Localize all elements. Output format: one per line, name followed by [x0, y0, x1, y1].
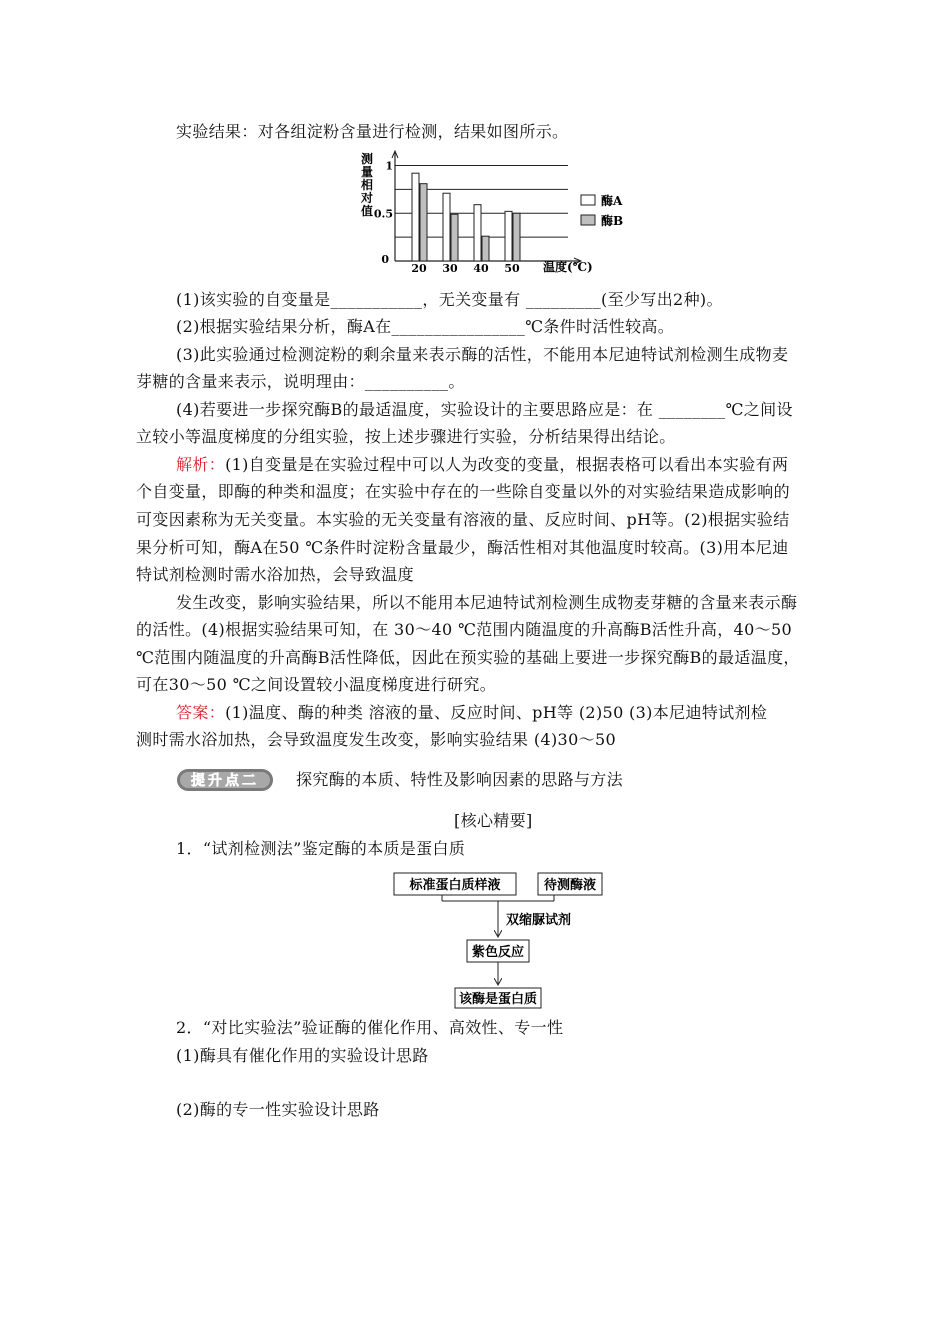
analysis-line-7: 的活性。(4)根据实验结果可知，在 30～40 ℃范围内随温度的升高酶B活性升高，40～50 — [136, 620, 793, 639]
y-axis-label-char: 对 — [360, 191, 374, 205]
x-tick-label: 30 — [442, 262, 458, 275]
item-1: 1．“试剂检测法”鉴定酶的本质是蛋白质 — [176, 839, 466, 858]
question-4-line-1: (4)若要进一步探究酶B的最适温度，实验设计的主要思路应是：在 ________℃之间设 — [176, 400, 793, 419]
question-4-line-2: 立较小等温度梯度的分组实验，按上述步骤进行实验，分析结果得出结论。 — [136, 427, 676, 446]
y-axis-label-char: 量 — [360, 165, 374, 179]
section-badge — [176, 768, 274, 792]
analysis-line-6: 发生改变，影响实验结果，所以不能用本尼迪特试剂检测生成物麦芽糖的含量来表示酶 — [176, 593, 798, 612]
analysis-line-4: 果分析可知，酶A在50 ℃条件时淀粉含量最少，酶活性相对其他温度时较高。(3)用本尼迪 — [136, 538, 789, 557]
y-tick-label: 0 — [381, 253, 389, 266]
legend-label: 酶A — [601, 194, 623, 208]
legend-label: 酶B — [601, 214, 624, 228]
answer-line-2: 测时需水浴加热，会导致温度发生改变，影响实验结果 (4)30～50 — [136, 730, 617, 749]
protein-test-flowchart — [388, 869, 628, 1009]
answer-line-1: 答案：(1)温度、酶的种类 溶液的量、反应时间、pH等 (2)50 (3)本尼迪特试剂检 — [176, 703, 768, 722]
bar-enzyme-a — [443, 193, 450, 261]
bar-enzyme-a — [505, 211, 512, 261]
x-tick-label: 40 — [473, 262, 489, 275]
bar-enzyme-b — [482, 236, 489, 261]
box-result-label: 该酶是蛋白质 — [458, 992, 538, 1007]
answer-label: 答案： — [176, 703, 226, 722]
analysis-line-2: 个自变量，即酶的种类和温度；在实验中存在的一些除自变量以外的对实验结果造成影响的 — [136, 482, 791, 501]
analysis-line-1: 解析：(1)自变量是在实验过程中可以人为改变的变量，根据表格可以看出本实验有两 — [176, 455, 789, 474]
box-purple-reaction-label: 紫色反应 — [471, 945, 525, 960]
intro-line: 实验结果：对各组淀粉含量进行检测，结果如图所示。 — [176, 122, 569, 141]
analysis-label: 解析： — [176, 455, 226, 474]
item-2: 2．“对比实验法”验证酶的催化作用、高效性、专一性 — [176, 1018, 564, 1037]
section-title: 探究酶的本质、特性及影响因素的思路与方法 — [296, 770, 624, 789]
y-axis-label-char: 测 — [360, 152, 374, 166]
analysis-line-9: 可在30～50 ℃之间设置较小温度梯度进行研究。 — [136, 675, 497, 694]
box-standard-protein-label: 标准蛋白质样液 — [409, 878, 501, 893]
box-test-enzyme-label: 待测酶液 — [543, 878, 597, 893]
bar-enzyme-a — [412, 173, 419, 261]
reagent-label: 双缩脲试剂 — [506, 913, 572, 928]
y-axis-label-char: 相 — [360, 178, 374, 192]
item-2-1: (1)酶具有催化作用的实验设计思路 — [176, 1046, 429, 1065]
x-tick-labels — [411, 262, 520, 275]
question-3-line-2: 芽糖的含量来表示，说明理由：__________。 — [136, 372, 465, 391]
y-tick-labels — [374, 160, 393, 266]
chart-bars — [412, 173, 520, 261]
question-2: (2)根据实验结果分析，酶A在________________℃条件时活性较高。 — [176, 317, 675, 336]
bar-enzyme-b — [513, 213, 520, 261]
chart-legend — [581, 193, 623, 228]
bar-enzyme-b — [420, 184, 427, 261]
legend-swatch — [581, 215, 595, 225]
core-label: [核心精要] — [454, 811, 533, 830]
bar-enzyme-a — [474, 205, 481, 261]
question-1: (1)该实验的自变量是___________，无关变量有 _________(至少写出2种)。 — [176, 290, 723, 309]
bar-enzyme-b — [451, 214, 458, 261]
question-3-line-1: (3)此实验通过检测淀粉的剩余量来表示酶的活性，不能用本尼迪特试剂检测生成物麦 — [176, 345, 789, 364]
section-badge-text: 提升点二 — [191, 773, 259, 789]
legend-swatch — [581, 195, 595, 205]
starch-bar-chart — [355, 150, 645, 275]
analysis-line-8: ℃范围内随温度的升高酶B活性降低，因此在预实验的基础上要进一步探究酶B的最适温度， — [136, 648, 800, 667]
analysis-line-5: 特试剂检测时需水浴加热，会导致温度 — [136, 565, 414, 584]
x-axis-label: 温度(℃) — [543, 260, 593, 274]
x-tick-label: 50 — [504, 262, 520, 275]
y-axis-label — [360, 151, 373, 218]
y-axis-label-char: 值 — [360, 204, 374, 218]
analysis-line-3: 可变因素称为无关变量。本实验的无关变量有溶液的量、反应时间、pH等。(2)根据实验结 — [136, 510, 790, 529]
item-2-2: (2)酶的专一性实验设计思路 — [176, 1100, 380, 1119]
y-tick-label: 1 — [385, 159, 393, 173]
x-tick-label: 20 — [411, 262, 427, 275]
y-tick-label: 0.5 — [373, 207, 393, 221]
